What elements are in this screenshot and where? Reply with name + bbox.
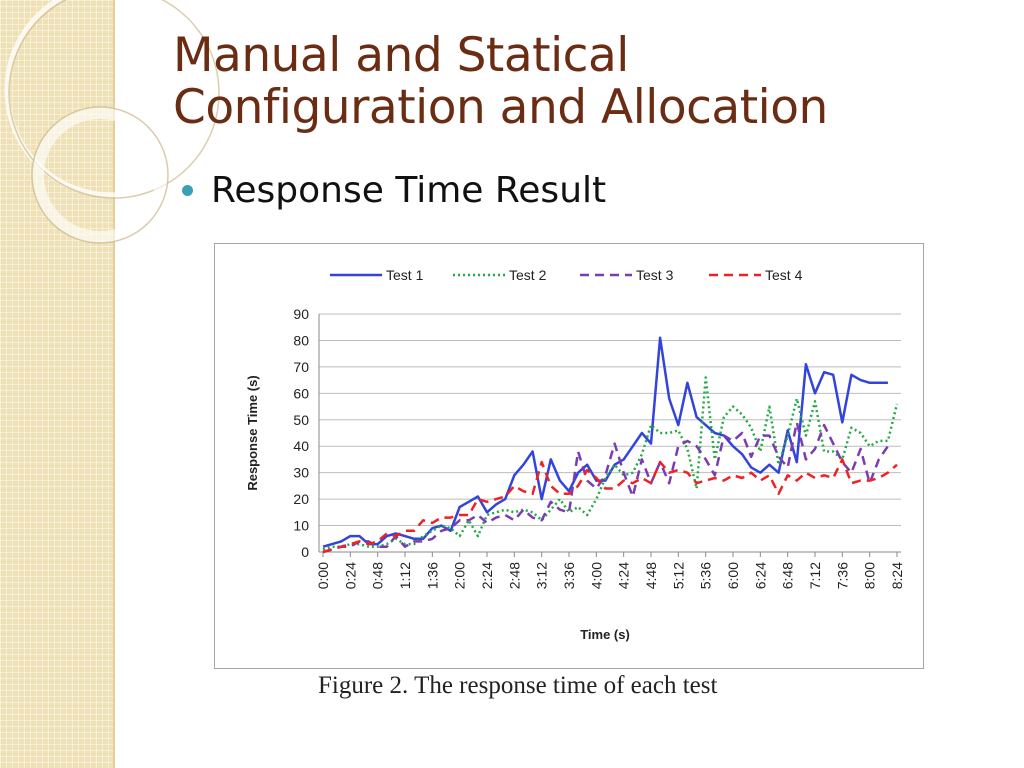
x-tick-label: 6:48 [779,562,796,590]
chart-frame [214,243,924,669]
slide-title [173,30,993,134]
y-tick-label: 50 [293,411,309,428]
y-tick-label: 80 [293,332,309,349]
x-tick-label: 1:12 [397,562,413,590]
x-tick-label: 5:12 [670,562,687,590]
legend-label-1: Test 1 [386,267,424,283]
x-tick-label: 6:00 [725,562,741,590]
x-tick-label: 7:12 [807,562,823,590]
x-tick-label: 2:00 [451,562,468,590]
bullet-item [182,170,606,211]
x-tick-label: 4:24 [615,562,632,590]
x-tick-label: 4:00 [588,562,605,590]
y-tick-label: 60 [293,385,309,402]
y-axis-title: Response Time (s) [245,375,260,491]
x-tick-label: 2:48 [506,562,523,590]
slide-title-line1: Manual and Statical [173,28,629,83]
response-time-chart [215,244,923,668]
series-line-2 [323,378,897,550]
x-tick-label: 3:36 [561,562,577,590]
x-tick-label: 4:48 [643,562,659,590]
x-axis-title: Time (s) [580,627,630,642]
legend-label-2: Test 2 [509,267,547,283]
y-tick-label: 90 [293,306,309,322]
x-tick-label: 1:36 [424,562,441,590]
y-tick-label: 40 [293,438,309,455]
x-tick-label: 0:00 [315,562,331,590]
y-tick-label: 70 [293,358,309,375]
x-tick-label: 0:48 [369,562,386,590]
x-tick-label: 8:24 [889,562,905,590]
legend-label-3: Test 3 [636,267,674,283]
decorative-circle-small [38,113,162,237]
y-tick-label: 0 [301,544,309,560]
x-tick-label: 5:36 [697,562,714,590]
slide-title-line2: Configuration and Allocation [173,80,828,135]
x-tick-label: 7:36 [834,562,851,590]
x-tick-label: 2:24 [479,562,495,590]
y-tick-label: 10 [293,517,309,534]
figure-caption: Figure 2. The response time of each test [318,672,718,699]
x-tick-label: 8:00 [861,562,878,590]
x-tick-label: 0:24 [342,562,359,590]
bullet-text: Response Time Result [211,170,607,211]
legend-label-4: Test 4 [765,267,803,283]
y-tick-label: 20 [293,491,309,508]
x-tick-label: 6:24 [752,562,769,590]
x-tick-label: 3:12 [533,562,550,590]
y-tick-label: 30 [293,464,309,481]
bullet-dot-icon [182,185,193,196]
series-line-1 [323,338,888,547]
